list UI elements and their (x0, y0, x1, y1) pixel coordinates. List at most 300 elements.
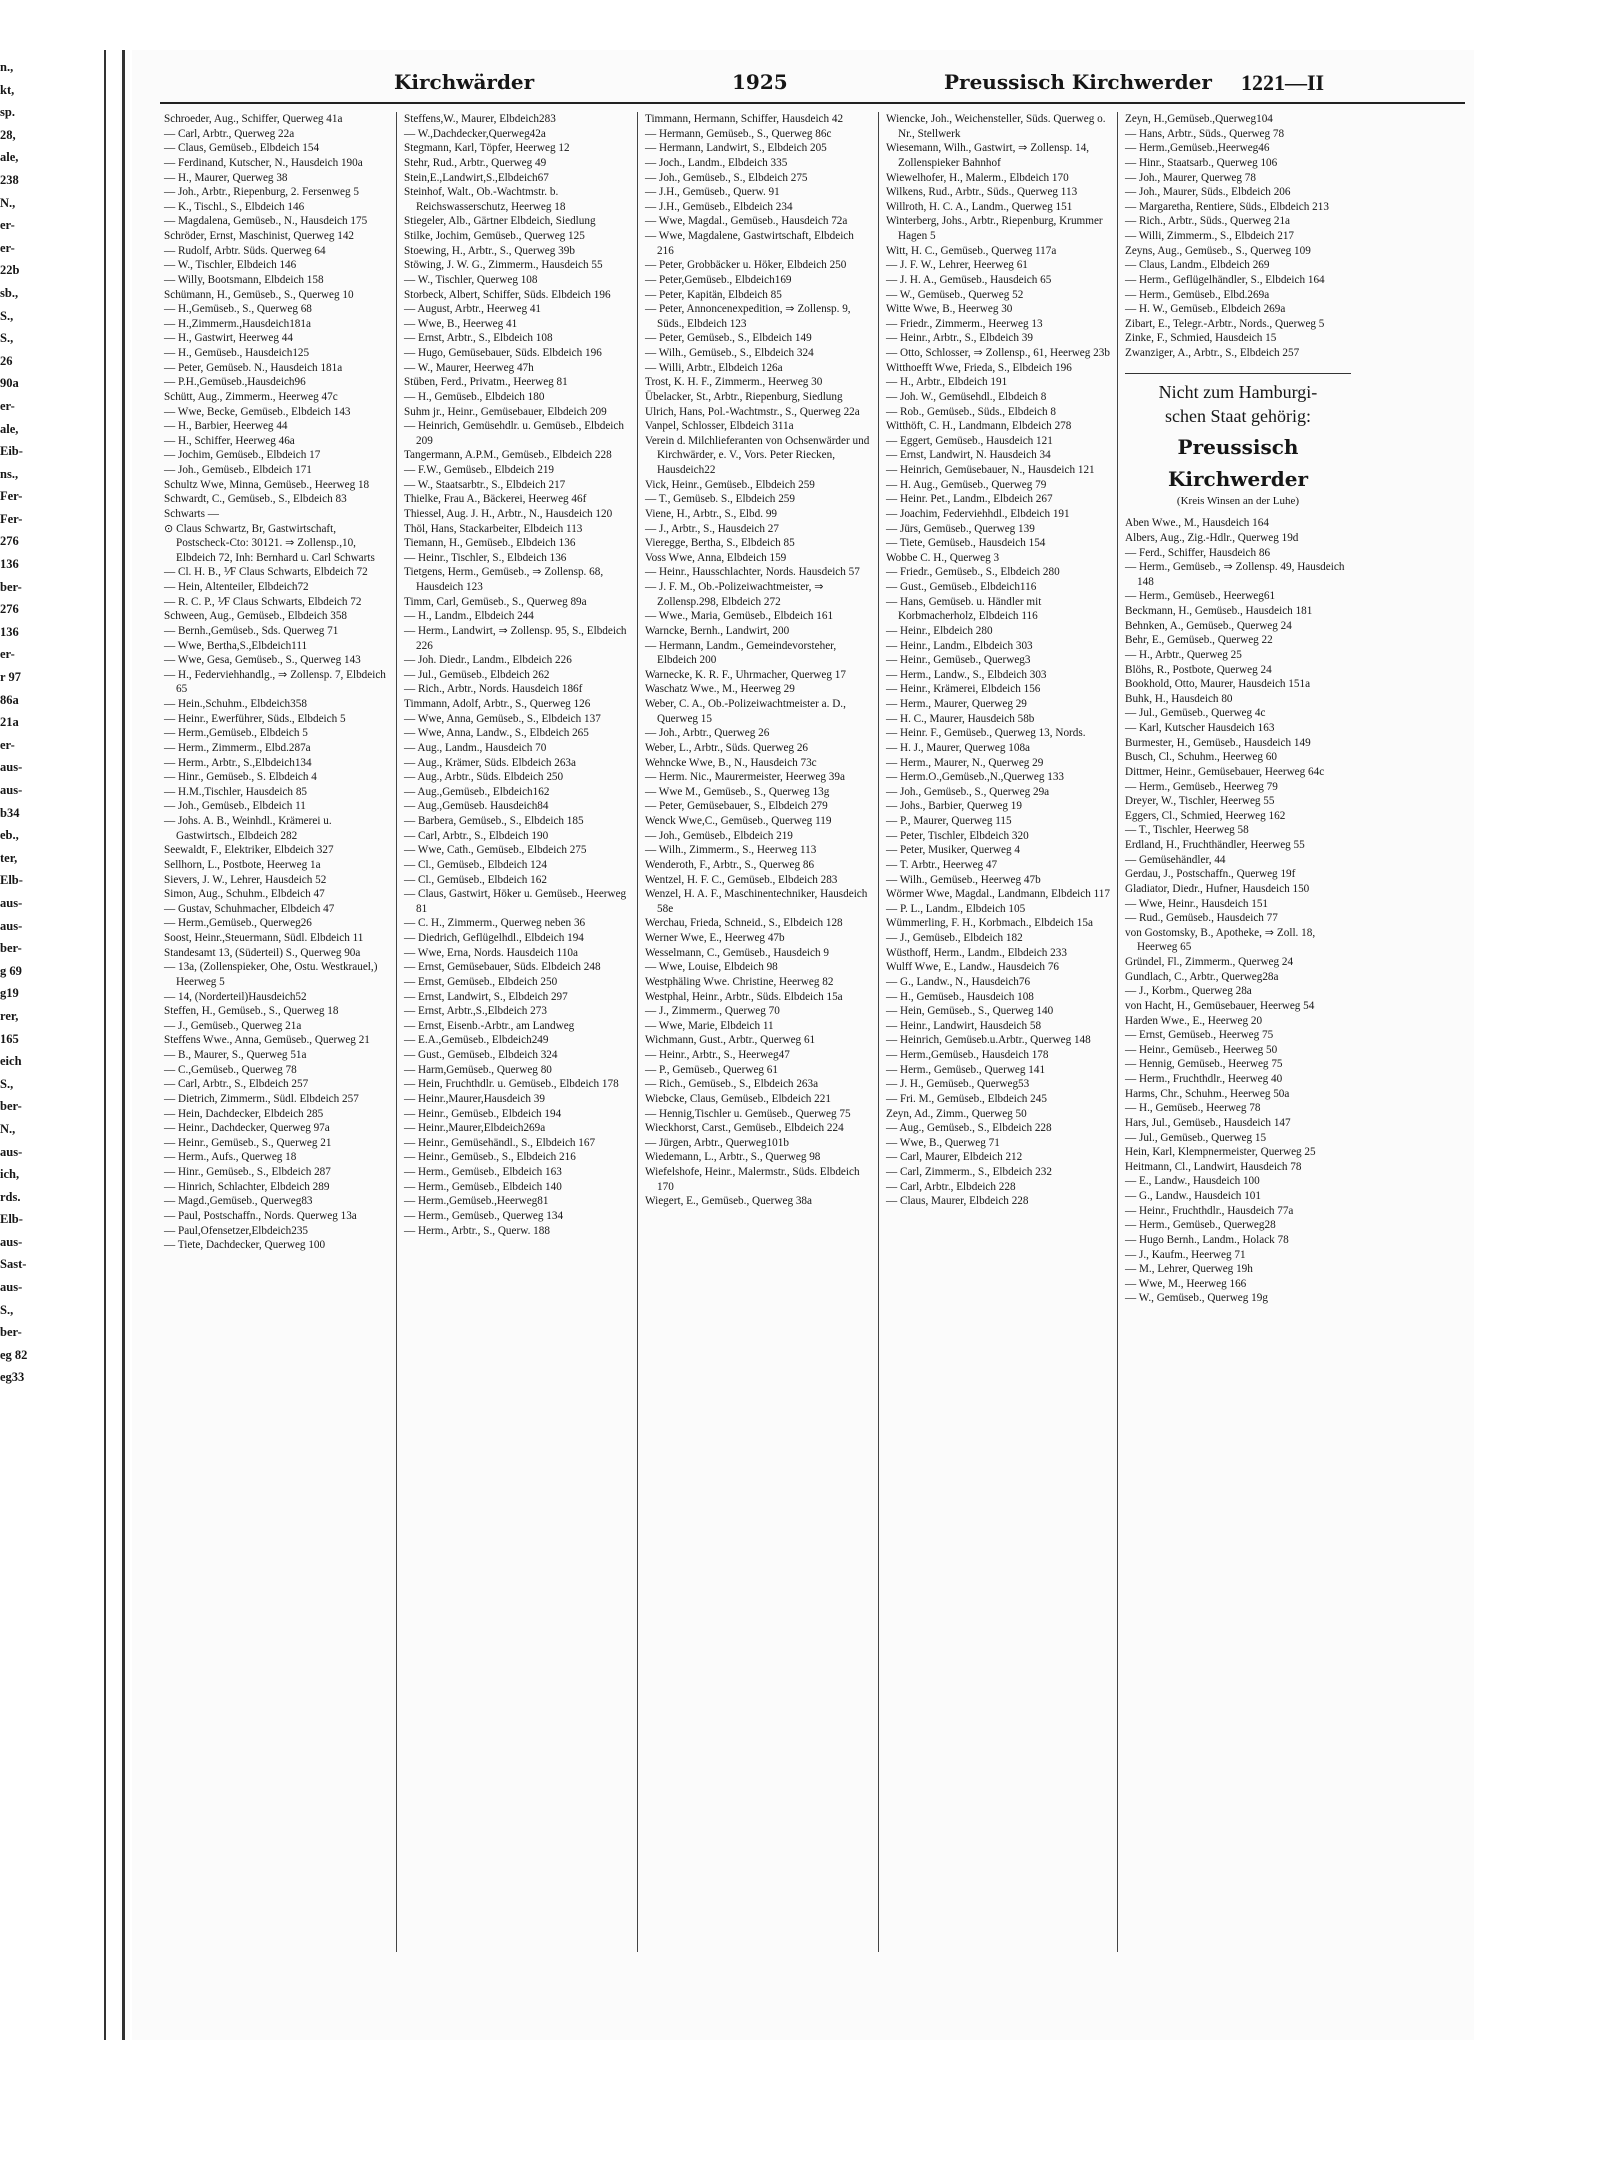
directory-entry: — J., Arbtr., S., Hausdeich 27 (645, 522, 779, 535)
directory-entry: — Harm,Gemüseb., Querweg 80 (404, 1063, 552, 1076)
directory-entry: — Herm., Gemüseb., Heerweg 79 (1125, 780, 1278, 793)
directory-entry: Wiegert, E., Gemüseb., Querweg 38a (645, 1195, 812, 1208)
directory-entry: — Wilh., Gemüseb., Heerweg 47b (886, 873, 1041, 886)
directory-entry: — Paul, Postschaffn., Nords. Querweg 13a (164, 1209, 357, 1222)
directory-entry: — M., Lehrer, Querweg 19h (1125, 1263, 1253, 1276)
directory-entry: Behnken, A., Gemüseb., Querweg 24 (1125, 619, 1292, 632)
directory-entry: Stegmann, Karl, Töpfer, Heerweg 12 (404, 142, 570, 155)
previous-page-fragment: 276 (0, 602, 19, 617)
previous-page-fragment: aus- (0, 895, 23, 910)
directory-entry: — H. Aug., Gemüseb., Querweg 79 (886, 478, 1047, 491)
directory-entry: — H., Federviehhandlg., ⇒ Zollensp. 7, Elbdeich 65 (164, 668, 386, 696)
directory-entry: — Ernst, Gemüsebauer, Süds. Elbdeich 248 (404, 961, 601, 974)
directory-entry: — P., Gemüseb., Querweg 61 (645, 1063, 778, 1076)
previous-page-fragment: S., (0, 1076, 14, 1091)
directory-entry: — Tiete, Dachdecker, Querweg 100 (164, 1239, 326, 1252)
directory-entry: — H., Gemüseb., Elbdeich 180 (404, 390, 545, 403)
directory-entry: — Herm.,Gemüseb., Querweg26 (164, 917, 312, 930)
directory-entry: — Magd.,Gemüseb., Querweg83 (164, 1195, 313, 1208)
directory-entry: — Rud., Gemüseb., Hausdeich 77 (1125, 912, 1278, 925)
directory-entry: Gundlach, C., Arbtr., Querweg28a (1125, 970, 1279, 983)
directory-entry: Stüben, Ferd., Privatm., Heerweg 81 (404, 376, 568, 389)
previous-page-fragment: ter, (0, 850, 18, 865)
directory-entry: Weber, L., Arbtr., Süds. Querweg 26 (645, 741, 809, 754)
directory-entry: — Herm., Landwirt, ⇒ Zollensp. 95, S., Elbdeich 226 (404, 624, 627, 652)
directory-entry: Steffen, H., Gemüseb., S., Querweg 18 (164, 1005, 339, 1018)
directory-entry: Zeyn, H.,Gemüseb.,Querweg104 (1125, 113, 1273, 125)
directory-entry: Wehncke Wwe, B., N., Hausdeich 73c (645, 756, 817, 769)
directory-entry: — Wwe, Becke, Gemüseb., Elbdeich 143 (164, 405, 351, 418)
header-section: Preussisch Kirchwerder (944, 70, 1212, 94)
directory-entry: — Heinr., Krämerei, Elbdeich 156 (886, 683, 1041, 696)
directory-entry: — Wwe, B., Querweg 71 (886, 1136, 1000, 1149)
directory-entry: Übelacker, St., Arbtr., Riepenburg, Siedlung (645, 390, 843, 403)
previous-page-fragment: eg 82 (0, 1347, 28, 1362)
previous-page-fragment: g 69 (0, 963, 22, 978)
directory-entry: Witt, H. C., Gemüseb., Querweg 117a (886, 244, 1057, 257)
directory-entry: — Hermann, Gemüseb., S., Querweg 86c (645, 127, 832, 140)
directory-entry: — Peter, Gemüsebauer, S., Elbdeich 279 (645, 800, 828, 813)
directory-entry: — R. C. P., ⅟F Claus Schwarts, Elbdeich 72 (164, 595, 362, 608)
directory-entry: — Hinr., Gemüseb., S. Elbdeich 4 (164, 771, 317, 784)
directory-entry: Busch, Cl., Schuhm., Heerweg 60 (1125, 751, 1277, 764)
directory-entry: — Hinr., Gemüseb., S., Elbdeich 287 (164, 1166, 331, 1178)
directory-entry: Tietgens, Herm., Gemüseb., ⇒ Zollensp. 68, Hausdeich 123 (404, 566, 604, 593)
directory-entry: Waschatz Wwe., M., Heerweg 29 (645, 683, 795, 696)
directory-entry: — B., Maurer, S., Querweg 51a (164, 1049, 307, 1061)
directory-entry: — Herm., Aufs., Querweg 18 (164, 1151, 297, 1164)
previous-page-fragment: aus- (0, 1280, 23, 1295)
directory-entry: — Magdalena, Gemüseb., N., Hausdeich 175 (164, 215, 368, 228)
directory-entry: Vick, Heinr., Gemüseb., Elbdeich 259 (645, 478, 815, 491)
directory-entry: — Heinr., Landm., Elbdeich 303 (886, 639, 1033, 652)
book-gutter (104, 50, 125, 2040)
directory-entry: Stöwing, J. W. G., Zimmerm., Hausdeich 55 (404, 259, 603, 272)
directory-entry: Hars, Jul., Gemüseb., Hausdeich 147 (1125, 1116, 1291, 1129)
directory-entry: — K., Tischl., S., Elbdeich 146 (164, 200, 305, 213)
previous-page-fragment: sp. (0, 105, 15, 120)
directory-entry: — Otto, Schlosser, ⇒ Zollensp., 61, Heerweg 23b (886, 347, 1110, 359)
directory-entry: — Tiete, Gemüseb., Hausdeich 154 (886, 537, 1046, 550)
directory-entry: — W., Tischler, Querweg 108 (404, 273, 538, 286)
directory-entry: — Heinr.,Maurer,Hausdeich 39 (404, 1092, 545, 1105)
directory-entry: — Carl, Maurer, Elbdeich 212 (886, 1151, 1023, 1164)
directory-entry: — Heinr. F., Gemüseb., Querweg 13, Nords. (886, 727, 1086, 740)
directory-entry: — Heinr., Arbtr., S., Elbdeich 39 (886, 332, 1033, 345)
directory-entry: Seewaldt, F., Elektriker, Elbdeich 327 (164, 844, 334, 857)
previous-page-fragment: 26 (0, 353, 13, 368)
previous-page-fragment: 276 (0, 534, 19, 549)
previous-page-fragment: r 97 (0, 670, 21, 685)
directory-entry: Wüsthoff, Herm., Landm., Elbdeich 233 (886, 946, 1067, 959)
directory-entry: — Eggert, Gemüseb., Hausdeich 121 (886, 434, 1053, 447)
directory-entry: Thöl, Hans, Stackarbeiter, Elbdeich 113 (404, 522, 583, 535)
directory-entry: Ulrich, Hans, Pol.-Wachtmstr., S., Querweg 22a (645, 405, 860, 418)
previous-page-fragment: b34 (0, 805, 20, 820)
directory-entry: — Wwe, Gesa, Gemüseb., S., Querweg 143 (164, 654, 361, 667)
directory-entry: Soost, Heinr.,Steuermann, Südl. Elbdeich 11 (164, 932, 364, 944)
previous-page-fragment: er- (0, 737, 15, 752)
directory-entry: Schultz Wwe, Minna, Gemüseb., Heerweg 18 (164, 478, 370, 491)
directory-entry: — J., Korbm., Querweg 28a (1125, 985, 1252, 998)
directory-entry: Harden Wwe., E., Heerweg 20 (1125, 1014, 1263, 1027)
directory-entry: — Wwe, Erna, Nords. Hausdeich 110a (404, 946, 578, 959)
directory-entry: — Heinr., Gemüseb., Elbdeich 194 (404, 1107, 562, 1120)
directory-entry: Buhk, H., Hausdeich 80 (1125, 692, 1233, 705)
directory-entry: — H., Gemüseb., Hausdeich125 (164, 347, 310, 359)
directory-entry: Wörmer Wwe, Magdal., Landmann, Elbdeich 117 (886, 888, 1110, 901)
directory-entry: — Wwe, Magdal., Gemüseb., Hausdeich 72a (645, 215, 848, 228)
directory-entry: — Peter, Gemüseb., S., Elbdeich 149 (645, 332, 812, 345)
directory-entry: — Ernst, Landwirt, S., Elbdeich 297 (404, 990, 568, 1003)
directory-entry: — Hugo Bernh., Landm., Holack 78 (1125, 1233, 1289, 1246)
directory-entry: — Joh. Diedr., Landm., Elbdeich 226 (404, 654, 572, 667)
directory-entry: — Jürs, Gemüseb., Querweg 139 (886, 522, 1035, 535)
previous-page-fragment: 22b (0, 263, 20, 278)
directory-entry: — H., Barbier, Heerweg 44 (164, 420, 288, 433)
section-note-line-1: Nicht zum Hamburgi- (1158, 381, 1318, 402)
directory-entry: — Ernst, Arbtr., S., Elbdeich 108 (404, 332, 553, 345)
directory-entry: — Joachim, Federviehhdl., Elbdeich 191 (886, 507, 1070, 520)
directory-entry: — H., Arbtr., Querweg 25 (1125, 648, 1242, 661)
directory-entry: Zeyn, Ad., Zimm., Querweg 50 (886, 1107, 1027, 1120)
previous-page-fragment: eb., (0, 828, 19, 843)
directory-entry: — Friedr., Zimmerm., Heerweg 13 (886, 317, 1043, 330)
directory-entry: — Claus, Gemüseb., Elbdeich 154 (164, 142, 320, 155)
directory-entry: — Ernst, Gemüseb., Heerweg 75 (1125, 1029, 1274, 1042)
directory-entry: — Herm., Gemüseb., Heerweg61 (1125, 590, 1276, 603)
directory-entry: — Claus, Landm., Elbdeich 269 (1125, 259, 1270, 272)
previous-page-fragment: ber- (0, 579, 22, 594)
directory-entry: — J. H., Gemüseb., Querweg53 (886, 1078, 1030, 1091)
directory-entry: — Hermann, Landm., Gemeindevorsteher, Elbdeich 200 (645, 639, 837, 667)
directory-entry: — Hinr., Staatsarb., Querweg 106 (1125, 156, 1278, 169)
directory-entry: Albers, Aug., Zig.-Hdlr., Querweg 19d (1125, 531, 1299, 544)
directory-entry: — Wwe, M., Heerweg 166 (1125, 1277, 1247, 1290)
directory-entry: Simon, Aug., Schuhm., Elbdeich 47 (164, 888, 325, 901)
directory-entry: — Herm., Arbtr., S.,Elbdeich134 (164, 756, 312, 769)
directory-entry: — Heinrich, Gemüsehdlr. u. Gemüseb., Elbdeich 209 (404, 420, 624, 447)
directory-entry: Tiemann, H., Gemüseb., Elbdeich 136 (404, 537, 576, 550)
directory-entry: — Hinrich, Schlachter, Elbdeich 289 (164, 1180, 330, 1193)
previous-page-edge (0, 56, 28, 1916)
previous-page-fragment: S., (0, 308, 14, 323)
directory-entry: — E., Landw., Hausdeich 100 (1125, 1175, 1260, 1188)
directory-entry: — Johs., Barbier, Querweg 19 (886, 800, 1022, 813)
directory-entry: Warnecke, K. R. F., Uhrmacher, Querweg 17 (645, 668, 846, 681)
directory-entry: — Carl, Zimmerm., S., Elbdeich 232 (886, 1166, 1052, 1178)
directory-entry: — F.W., Gemüseb., Elbdeich 219 (404, 464, 555, 476)
previous-page-fragment: ber- (0, 1099, 22, 1114)
directory-entry: — Ernst, Arbtr.,S.,Elbdeich 273 (404, 1005, 547, 1018)
directory-entry: — Herm., Gemüseb., Querweg28 (1125, 1219, 1276, 1232)
directory-entry: Stehr, Rud., Arbtr., Querweg 49 (404, 156, 547, 169)
directory-entry: — Joh., Maurer, Querweg 78 (1125, 171, 1256, 184)
section-title-line-2: Kirchwerder (1168, 466, 1308, 491)
previous-page-fragment: 136 (0, 557, 19, 572)
directory-entry: — Rob., Gemüseb., Süds., Elbdeich 8 (886, 405, 1056, 418)
directory-entry: — J., Gemüseb., Querweg 21a (164, 1019, 302, 1032)
directory-entry: — J.H., Gemüseb., Elbdeich 234 (645, 200, 793, 213)
directory-entry: Thielke, Frau A., Bäckerei, Heerweg 46f (404, 493, 587, 506)
column-5-entries (1125, 112, 1351, 361)
directory-entry: — Jochim, Gemüseb., Elbdeich 17 (164, 449, 321, 462)
directory-entry: — Hermann, Landwirt, S., Elbdeich 205 (645, 142, 827, 155)
directory-entry: Burmester, H., Gemüseb., Hausdeich 149 (1125, 736, 1311, 749)
directory-entry: Eggers, Cl., Schmied, Heerweg 162 (1125, 809, 1286, 822)
directory-entry: — Carl, Arbtr., Querweg 22a (164, 127, 295, 140)
directory-entry: — Rich., Arbtr., Süds., Querweg 21a (1125, 215, 1290, 228)
directory-entry: — Joh., Gemüseb., Elbdeich 11 (164, 800, 306, 813)
directory-entry: Zibart, E., Telegr.-Arbtr., Nords., Querweg 5 (1125, 317, 1325, 330)
directory-entry: Hein, Karl, Klempnermeister, Querweg 25 (1125, 1146, 1316, 1159)
directory-entry: — Hugo, Gemüsebauer, Süds. Elbdeich 196 (404, 347, 602, 359)
directory-entry: Gladiator, Diedr., Hufner, Hausdeich 150 (1125, 882, 1310, 895)
directory-entry: Wümmerling, F. H., Korbmach., Elbdeich 15a (886, 917, 1093, 930)
directory-entry: — Herm., Geflügelhändler, S., Elbdeich 164 (1125, 273, 1325, 286)
section-heading (1125, 373, 1351, 517)
previous-page-fragment: ale, (0, 150, 19, 165)
directory-entry: — Joh., Gemüseb., Elbdeich 171 (164, 464, 312, 476)
directory-entry: — Herm. Nic., Maurermeister, Heerweg 39a (645, 771, 845, 784)
directory-entry: — Johs. A. B., Weinhdl., Krämerei u. Gastwirtsch., Elbdeich 282 (164, 815, 332, 842)
directory-entry: — Aug.,Gemüseb. Hausdeich84 (404, 800, 549, 813)
section-title-line-1: Preussisch (1177, 434, 1299, 459)
column-3 (645, 112, 871, 1992)
previous-page-fragment: ber- (0, 1325, 22, 1340)
previous-page-fragment: er- (0, 647, 15, 662)
directory-entry: Schwarts — (164, 507, 219, 520)
directory-entry: Witthöft, C. H., Landmann, Elbdeich 278 (886, 420, 1072, 433)
directory-entry: — Heinr., Fruchthdlr., Hausdeich 77a (1125, 1204, 1294, 1217)
previous-page-fragment: eich (0, 1054, 22, 1069)
directory-entry: — Hennig,Tischler u. Gemüseb., Querweg 75 (645, 1107, 851, 1120)
directory-entry: — G., Landw., Hausdeich 101 (1125, 1190, 1261, 1202)
directory-entry: Tangermann, A.P.M., Gemüseb., Elbdeich 228 (404, 449, 612, 462)
directory-entry: — Hennig, Gemüseb., Heerweg 75 (1125, 1058, 1283, 1071)
directory-entry: — Rudolf, Arbtr. Süds. Querweg 64 (164, 244, 326, 257)
directory-entry: Zeyns, Aug., Gemüseb., S., Querweg 109 (1125, 244, 1311, 257)
previous-page-fragment: Sast- (0, 1257, 27, 1272)
directory-entry: — Cl., Gemüseb., Elbdeich 124 (404, 858, 547, 871)
previous-page-fragment: rer, (0, 1008, 19, 1023)
section-subtitle: (Kreis Winsen an der Luhe) (1176, 494, 1300, 507)
directory-entry: — Heinr., Gemüsehändl., S., Elbdeich 167 (404, 1136, 596, 1149)
directory-entry: — Jul., Gemüseb., Querweg 4c (1125, 707, 1266, 720)
directory-entry: Vanpel, Schlosser, Elbdeich 311a (645, 420, 794, 433)
directory-entry: Sievers, J. W., Lehrer, Hausdeich 52 (164, 873, 327, 886)
directory-entry: Winterberg, Johs., Arbtr., Riepenburg, Krummer Hagen 5 (886, 215, 1103, 242)
directory-entry: — Herm., Gemüseb., Elbdeich 163 (404, 1166, 562, 1178)
column-5 (1125, 112, 1351, 1992)
directory-entry: Sellhorn, L., Postbote, Heerweg 1a (164, 858, 321, 871)
previous-page-fragment: er- (0, 218, 15, 233)
previous-page-fragment: aus- (0, 1144, 23, 1159)
previous-page-fragment: er- (0, 398, 15, 413)
directory-entry: — Wwe M., Gemüseb., S., Querweg 13g (645, 785, 830, 798)
directory-entry: — J. F. M., Ob.-Polizeiwachtmeister, ⇒ Zollensp.298, Elbdeich 272 (645, 581, 824, 608)
directory-entry: — Herm., Gemüseb., Querweg 141 (886, 1063, 1046, 1076)
directory-entry: Wesselmann, C., Gemüseb., Hausdeich 9 (645, 946, 829, 959)
directory-entry: — Fri. M., Gemüseb., Elbdeich 245 (886, 1092, 1047, 1105)
directory-entry: Steffens Wwe., Anna, Gemüseb., Querweg 21 (164, 1034, 370, 1047)
directory-entry: — Heinr., Landwirt, Hausdeich 58 (886, 1019, 1042, 1032)
directory-entry: — Wwe, B., Heerweg 41 (404, 317, 518, 330)
directory-entry: — Hein, Fruchthdlr. u. Gemüseb., Elbdeich 178 (404, 1078, 619, 1091)
directory-entry: — Gemüsehändler, 44 (1125, 853, 1226, 866)
directory-entry: — G., Landw., N., Hausdeich76 (886, 975, 1031, 988)
previous-page-fragment: aus- (0, 918, 23, 933)
directory-entry: — Herm., Gemüseb., Elbd.269a (1125, 288, 1270, 301)
directory-entry: — Heinrich, Gemüsebauer, N., Hausdeich 121 (886, 464, 1095, 476)
directory-entry: — W., Staatsarbtr., S., Elbdeich 217 (404, 478, 566, 491)
directory-entry: Viene, H., Arbtr., S., Elbd. 99 (645, 507, 778, 520)
directory-entry: Wulff Wwe, E., Landw., Hausdeich 76 (886, 961, 1060, 974)
directory-entry: — Wwe, Marie, Elbdeich 11 (645, 1019, 774, 1032)
directory-entry: Wiewelhofer, H., Malerm., Elbdeich 170 (886, 171, 1069, 184)
directory-entry: Westphal, Heinr., Arbtr., Süds. Elbdeich 15a (645, 990, 843, 1003)
directory-entry: — Wwe., Maria, Gemüseb., Elbdeich 161 (645, 610, 834, 623)
directory-entry: — 14, (Norderteil)Hausdeich52 (164, 990, 307, 1003)
directory-entry: — Herm.,Gemüseb.,Heerweg81 (404, 1195, 549, 1208)
directory-entry: — Ferd., Schiffer, Hausdeich 86 (1125, 546, 1271, 559)
directory-entry: — H., Arbtr., Elbdeich 191 (886, 376, 1008, 389)
directory-entry: — Cl., Gemüseb., Elbdeich 162 (404, 873, 547, 886)
directory-entry: — Hans, Arbtr., Süds., Querweg 78 (1125, 127, 1285, 140)
previous-page-fragment: 165 (0, 1031, 19, 1046)
directory-entry: Steinhof, Walt., Ob.-Wachtmstr. b. Reichswasserschutz, Heerweg 18 (404, 186, 566, 213)
previous-page-fragment: Elb- (0, 1212, 23, 1227)
directory-entry: — Heinr., Gemüseb., S., Elbdeich 216 (404, 1151, 576, 1164)
directory-entry: — H., Landm., Elbdeich 244 (404, 610, 534, 623)
directory-entry: — Joh., Gemüseb., S., Querweg 29a (886, 785, 1050, 798)
directory-entry: Wichmann, Gust., Arbtr., Querweg 61 (645, 1034, 816, 1047)
directory-entry: Werchau, Frieda, Schneid., S., Elbdeich 128 (645, 917, 843, 930)
directory-entry: — Ernst, Landwirt, N. Hausdeich 34 (886, 449, 1051, 462)
directory-entry: — H., Maurer, Querweg 38 (164, 171, 288, 184)
directory-entry: — Heinr., Tischler, S., Elbdeich 136 (404, 551, 567, 564)
previous-page-fragment: 136 (0, 624, 19, 639)
directory-entry: Timm, Carl, Gemüseb., S., Querweg 89a (404, 595, 587, 608)
directory-entry: — Hein, Dachdecker, Elbdeich 285 (164, 1107, 324, 1120)
directory-entry: Suhm jr., Heinr., Gemüsebauer, Elbdeich 209 (404, 405, 607, 418)
directory-entry: Schwardt, C., Gemüseb., S., Elbdeich 83 (164, 493, 347, 506)
directory-entry: Dittmer, Heinr., Gemüsebauer, Heerweg 64c (1125, 765, 1325, 778)
previous-page-fragment: kt, (0, 82, 15, 97)
directory-entry: — Paul,Ofensetzer,Elbdeich235 (164, 1224, 309, 1237)
directory-entry: Wilkens, Rud., Arbtr., Süds., Querweg 113 (886, 186, 1078, 199)
directory-entry: Schümann, H., Gemüseb., S., Querweg 10 (164, 288, 354, 301)
directory-entry: Schütt, Aug., Zimmerm., Heerweg 47c (164, 390, 338, 403)
directory-entry: Verein d. Milchlieferanten von Ochsenwärder und Kirchwärder, e. V., Vors. Peter Riecken, Hausdeich22 (645, 434, 870, 476)
directory-entry: — Peter, Gemüseb. N., Hausdeich 181a (164, 361, 343, 374)
directory-entry: — Herm., Landw., S., Elbdeich 303 (886, 668, 1047, 681)
column-4 (886, 112, 1112, 1992)
previous-page-fragment: ber- (0, 941, 22, 956)
directory-entry: Wiesemann, Wilh., Gastwirt, ⇒ Zollensp. 14, Zollenspieker Bahnhof (886, 142, 1090, 169)
directory-entry: — Joh., Arbtr., Riepenburg, 2. Fersenweg 5 (164, 186, 359, 199)
directory-entry: — Heinr., Hausschlachter, Nords. Hausdeich 57 (645, 566, 860, 579)
directory-entry: — H. J., Maurer, Querweg 108a (886, 741, 1031, 754)
directory-entry: — H. W., Gemüseb., Elbdeich 269a (1125, 303, 1286, 316)
directory-entry: — Herm., Maurer, Querweg 29 (886, 698, 1027, 710)
directory-entry: — W., Tischler, Elbdeich 146 (164, 259, 297, 272)
directory-entry: ⊙ Claus Schwartz, Br, Gastwirtschaft, Postscheck-Cto: 30121. ⇒ Zollensp.,10, Elbdeich 72, Inh: Bernhard u. Carl Schwarts (164, 522, 375, 564)
directory-entry: — P. L., Landm., Elbdeich 105 (886, 902, 1026, 915)
directory-entry: — Cl. H. B., ⅟F Claus Schwarts, Elbdeich 72 (164, 566, 368, 579)
directory-entry: Wiencke, Joh., Weichensteller, Süds. Querweg o. Nr., Stellwerk (886, 113, 1106, 140)
directory-entry: — Joch., Landm., Elbdeich 335 (645, 156, 788, 169)
directory-entry: — C. H., Zimmerm., Querweg neben 36 (404, 917, 586, 930)
directory-entry: — Friedr., Gemüseb., S., Elbdeich 280 (886, 566, 1060, 579)
column-divider (1117, 112, 1118, 1952)
directory-entry: — J. H. A., Gemüseb., Hausdeich 65 (886, 273, 1052, 286)
directory-entry: — Herm., Gemüseb., ⇒ Zollensp. 49, Hausdeich 148 (1125, 561, 1345, 588)
directory-entry: Willroth, H. C. A., Landm., Querweg 151 (886, 200, 1073, 213)
directory-entry: Wobbe C. H., Querweg 3 (886, 551, 1000, 564)
previous-page-fragment: aus- (0, 783, 23, 797)
directory-entry: — Jul., Gemüseb., Elbdeich 262 (404, 668, 550, 681)
directory-entry: — Barbera, Gemüseb., S., Elbdeich 185 (404, 815, 584, 827)
directory-entry: — Heinr. Pet., Landm., Elbdeich 267 (886, 493, 1053, 506)
directory-entry: Wiebcke, Claus, Gemüseb., Elbdeich 221 (645, 1092, 831, 1105)
directory-entry: — H.,Zimmerm.,Hausdeich181a (164, 317, 311, 330)
previous-page-fragment: eg33 (0, 1370, 25, 1385)
directory-entry: — Heinr., Gemüseb., Querweg3 (886, 654, 1031, 667)
directory-entry: Stein,E.,Landwirt,S.,Elbdeich67 (404, 171, 549, 184)
directory-entry: Gerdau, J., Postschaffn., Querweg 19f (1125, 868, 1296, 881)
directory-entry: Trost, K. H. F., Zimmerm., Heerweg 30 (645, 376, 823, 389)
directory-entry: — Diedrich, Geflügelhdl., Elbdeich 194 (404, 932, 584, 944)
previous-page-fragment: N., (0, 195, 16, 210)
directory-entry: — Herm.,Gemüseb., Elbdeich 5 (164, 727, 308, 740)
directory-entry: Vieregge, Bertha, S., Elbdeich 85 (645, 537, 795, 550)
directory-entry: — Herm.,Gemüseb.,Heerweg46 (1125, 142, 1270, 155)
previous-page-fragment: aus- (0, 1234, 23, 1249)
directory-entry: — Wilh., Zimmerm., S., Heerweg 113 (645, 844, 817, 857)
directory-entry: — Carl, Arbtr., S., Elbdeich 190 (404, 829, 549, 842)
previous-page-fragment: Fer- (0, 511, 23, 526)
previous-page-fragment: S., (0, 1302, 14, 1317)
directory-entry: Zinke, F., Schmied, Hausdeich 15 (1125, 332, 1277, 345)
directory-entry: Steffens,W., Maurer, Elbdeich283 (404, 113, 556, 125)
directory-entry: — Wwe, Anna, Landw., S., Elbdeich 265 (404, 727, 589, 740)
directory-entry: Witthoefft Wwe, Frieda, S., Elbdeich 196 (886, 361, 1072, 374)
directory-entry: Wiedemann, L., Arbtr., S., Querweg 98 (645, 1151, 821, 1164)
previous-page-fragment: S., (0, 331, 14, 346)
directory-entry: — Herm., Gemüseb., Querweg 134 (404, 1209, 564, 1222)
directory-entry: — Willi, Arbtr., Elbdeich 126a (645, 361, 783, 374)
header-page-number: 1221—II (1241, 70, 1325, 95)
directory-entry: — Wwe, Anna, Gemüseb., S., Elbdeich 137 (404, 712, 601, 725)
directory-entry: — H.M.,Tischler, Hausdeich 85 (164, 785, 308, 798)
previous-page-fragment: g19 (0, 986, 19, 1001)
directory-entry: — Heinrich, Gemüseb.u.Arbtr., Querweg 148 (886, 1034, 1091, 1047)
directory-entry: — Heinr., Arbtr., S., Heerweg47 (645, 1049, 790, 1061)
directory-entry: Heitmann, Cl., Landwirt, Hausdeich 78 (1125, 1160, 1302, 1173)
header-place: Kirchwärder (394, 70, 535, 94)
directory-entry: — Hein.,Schuhm., Elbdeich358 (164, 698, 307, 710)
directory-entry: — E.A.,Gemüseb., Elbdeich249 (404, 1034, 549, 1047)
directory-entry: Westphäling Wwe. Christine, Heerweg 82 (645, 975, 834, 988)
directory-entry: — J., Zimmerm., Querweg 70 (645, 1005, 780, 1018)
directory-entry: — Joh., Gemüseb., S., Elbdeich 275 (645, 171, 808, 184)
directory-entry: — Peter, Kapitän, Elbdeich 85 (645, 288, 782, 301)
directory-entry: von Hacht, H., Gemüsebauer, Heerweg 54 (1125, 999, 1315, 1012)
directory-entry: — Wwe, Magdalene, Gastwirtschaft, Elbdeich 216 (645, 230, 854, 257)
header-year: 1925 (732, 70, 788, 94)
directory-entry: — T., Gemüseb. S., Elbdeich 259 (645, 493, 795, 506)
